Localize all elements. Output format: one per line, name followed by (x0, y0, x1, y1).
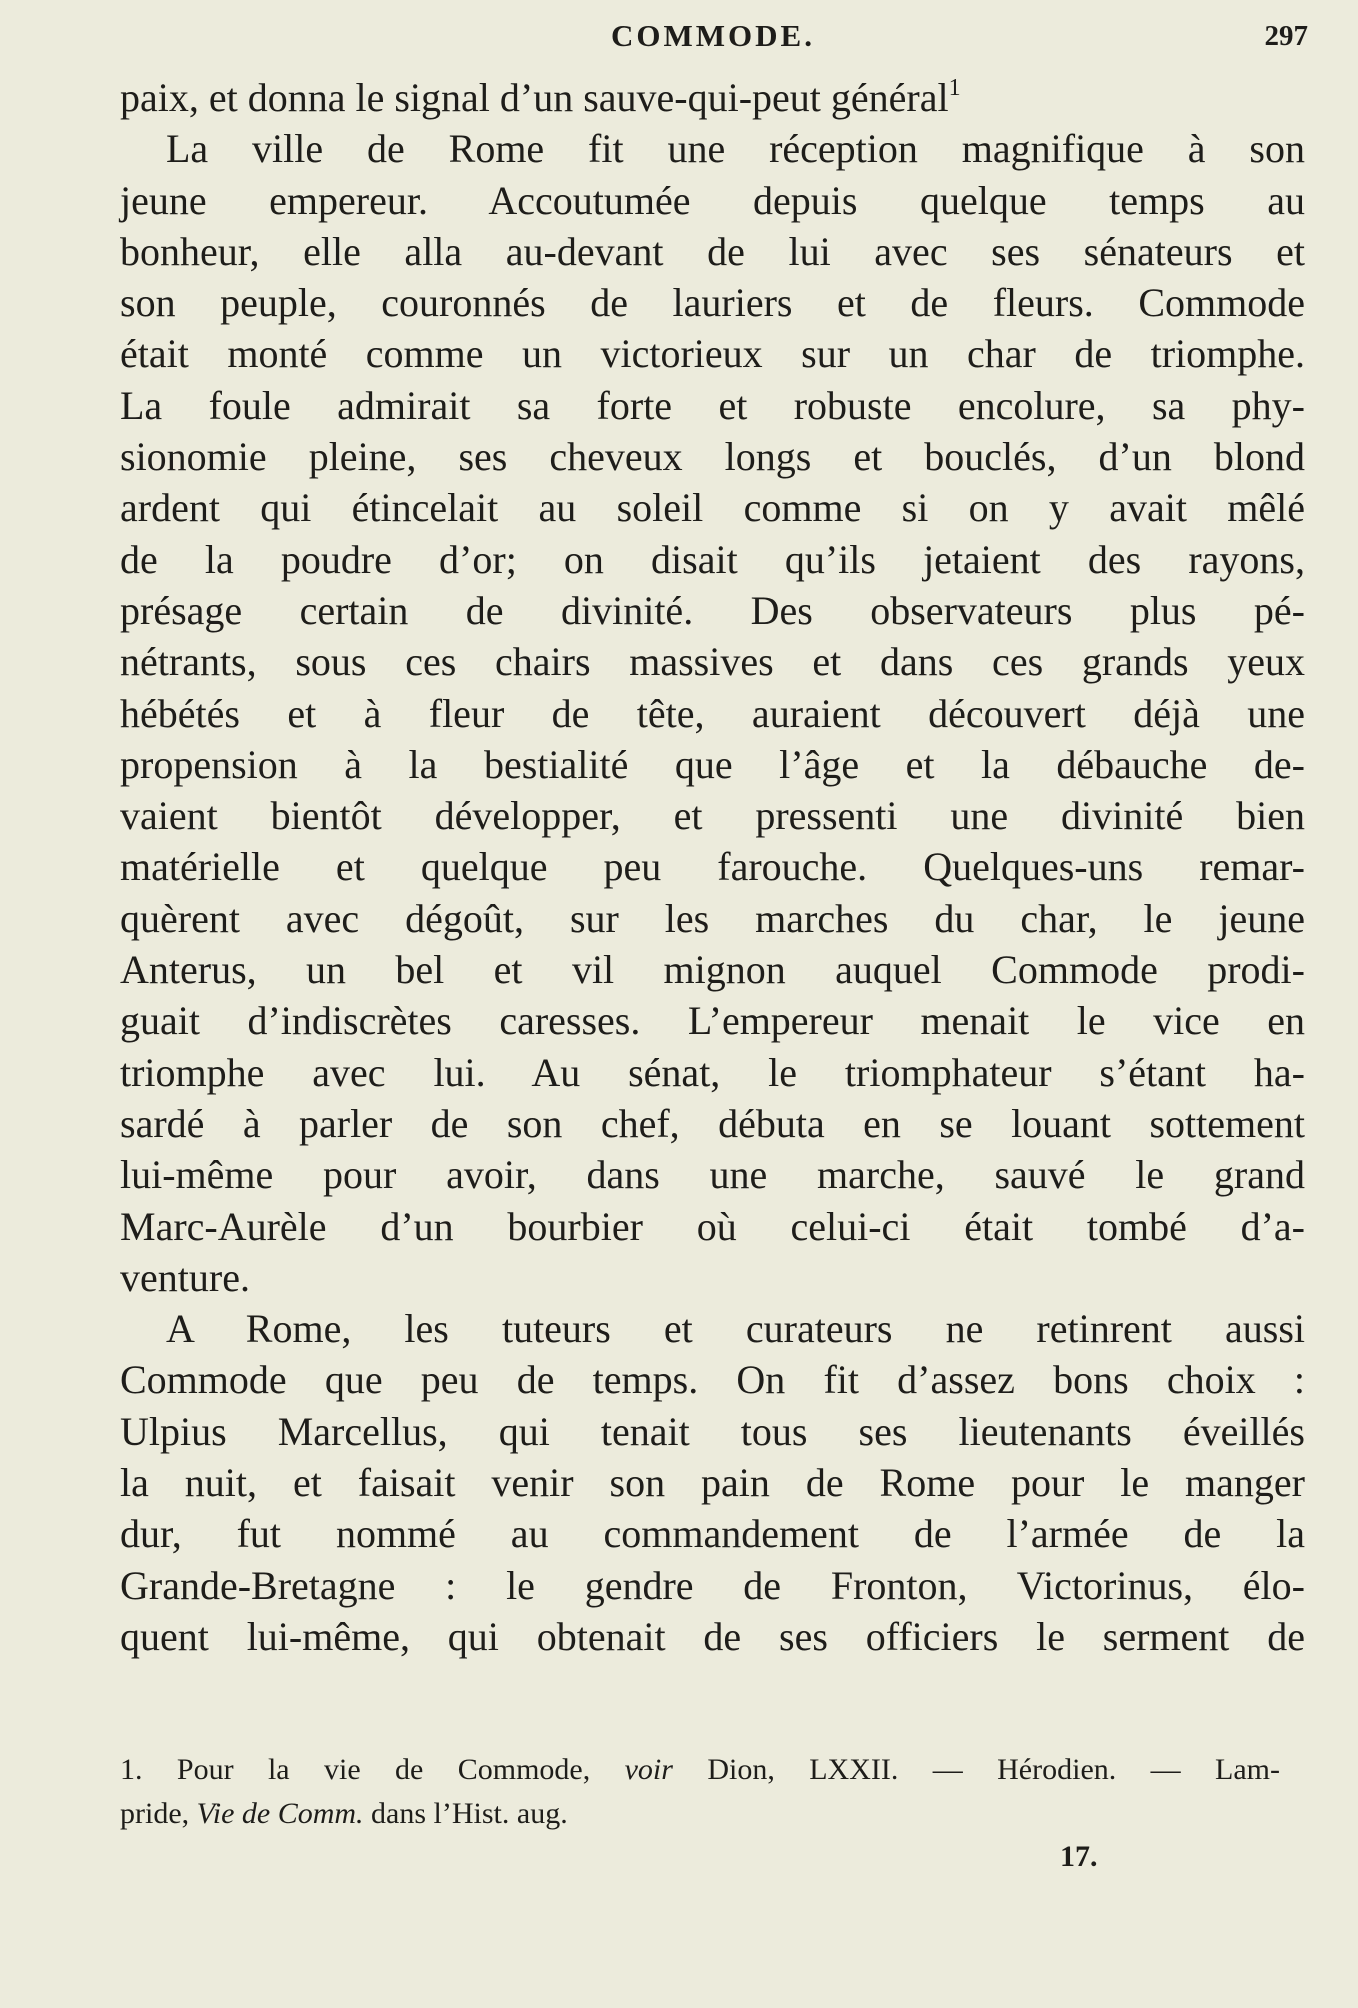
text-line-content: Marc-Aurèle d’un bourbier où celui-ci était tombé d’a- (120, 1203, 1305, 1249)
footnote-line (120, 1792, 1280, 1836)
running-title: COMMODE. (611, 18, 815, 53)
text-line-content: présage certain de divinité. Des observateurs plus pé- (120, 587, 1305, 633)
text-line-content: hébétés et à fleur de tête, auraient découvert déjà une (120, 690, 1305, 736)
text-line (120, 1406, 1305, 1457)
text-line-content: Grande-Bretagne : le gendre de Fronton, Victorinus, élo- (120, 1562, 1305, 1608)
text-line-content: nétrants, sous ces chairs massives et dans ces grands yeux (120, 639, 1305, 685)
text-line (120, 893, 1305, 944)
text-line-content: son peuple, couronnés de lauriers et de fleurs. Commode (120, 280, 1305, 326)
text-line-content: propension à la bestialité que l’âge et la débauche de- (120, 741, 1305, 787)
text-line (120, 841, 1305, 892)
text-line-content: quèrent avec dégoût, sur les marches du char, le jeune (120, 895, 1305, 941)
footnote-reference: 1 (948, 75, 961, 101)
text-line (120, 995, 1305, 1046)
text-line-content: ardent qui étincelait au soleil comme si on y avait mêlé (120, 485, 1305, 531)
text-line (120, 1611, 1305, 1662)
text-line (120, 380, 1305, 431)
text-line (120, 585, 1305, 636)
text-line (120, 1354, 1305, 1405)
footnote-text: Pour la vie de Commode, (142, 1753, 625, 1786)
text-line (120, 534, 1305, 585)
body-text (120, 72, 1305, 1662)
text-line-content: La foule admirait sa forte et robuste encolure, sa phy- (120, 382, 1305, 428)
text-line (120, 688, 1305, 739)
footnote-text: . — Hérodien. — Lam- (890, 1753, 1280, 1786)
text-line-content: la nuit, et faisait venir son pain de Rome pour le manger (120, 1460, 1305, 1506)
text-line-content: bonheur, elle alla au-devant de lui avec ses sénateurs et (120, 228, 1305, 274)
text-line-content: sardé à parler de son chef, débuta en se louant sottement (120, 1100, 1305, 1146)
page-number: 297 (1264, 20, 1308, 52)
text-line (120, 1098, 1305, 1149)
text-line (120, 175, 1305, 226)
text-line-content: sionomie pleine, ses cheveux longs et bouclés, d’un blond (120, 434, 1305, 480)
text-line (120, 1149, 1305, 1200)
text-line (120, 636, 1305, 687)
text-line-content: lui-même pour avoir, dans une marche, sauvé le grand (120, 1152, 1305, 1198)
text-line (120, 739, 1305, 790)
text-line-content: Ulpius Marcellus, qui tenait tous ses lieutenants éveillés (120, 1408, 1305, 1454)
text-line (120, 1201, 1305, 1252)
text-line-content: Commode que peu de temps. On fit d’assez bons choix : (120, 1357, 1305, 1403)
text-line-content: guait d’indiscrètes caresses. L’empereur menait le vice en (120, 998, 1305, 1044)
text-line-content: paix, et donna le signal d’un sauve-qui-peut général (120, 75, 949, 120)
text-line-content: jeune empereur. Accoutumée depuis quelque temps au (120, 177, 1305, 223)
footnote-text: Dion, (672, 1753, 810, 1786)
text-line-content: matérielle et quelque peu farouche. Quelques-uns remar- (120, 844, 1305, 890)
footnote-line (120, 1748, 1280, 1792)
text-line (120, 790, 1305, 841)
text-line (120, 1047, 1305, 1098)
footnote-text: pride, (120, 1797, 197, 1830)
text-line-content: La ville de Rome fit une réception magnifique à son (166, 126, 1305, 172)
text-line (120, 1508, 1305, 1559)
text-line-content: de la poudre d’or; on disait qu’ils jetaient des rayons, (120, 536, 1305, 582)
footnote-roman-numeral: LXXII (809, 1753, 891, 1786)
text-line-content: quent lui-même, qui obtenait de ses officiers le serment de (120, 1613, 1305, 1659)
text-line (120, 944, 1305, 995)
text-line (120, 1560, 1305, 1611)
footnote-italic: Vie de Comm. (196, 1797, 364, 1830)
text-line-content: Anterus, un bel et vil mignon auquel Commode prodi- (120, 947, 1305, 993)
text-line-content: triomphe avec lui. Au sénat, le triomphateur s’étant ha- (120, 1049, 1305, 1095)
text-line (120, 277, 1305, 328)
text-line-content: A Rome, les tuteurs et curateurs ne retinrent aussi (166, 1306, 1305, 1352)
text-line (120, 431, 1305, 482)
footnote (120, 1748, 1280, 1836)
text-line (120, 482, 1305, 533)
footnote-italic: voir (624, 1753, 673, 1786)
text-line (120, 1457, 1305, 1508)
footnote-number: 1. (120, 1753, 143, 1786)
signature-mark: 17. (1060, 1840, 1098, 1873)
text-line (120, 328, 1305, 379)
text-line-content: vaient bientôt développer, et pressenti une divinité bien (120, 793, 1305, 839)
text-line-content: venture. (120, 1254, 250, 1300)
running-head (118, 18, 1308, 58)
text-line-content: était monté comme un victorieux sur un char de triomphe. (120, 331, 1305, 377)
text-line-content: dur, fut nommé au commandement de l’armée de la (120, 1511, 1305, 1557)
text-line (120, 72, 1305, 123)
text-line (120, 123, 1305, 174)
text-line (120, 1252, 1305, 1303)
text-line (120, 226, 1305, 277)
footnote-text: dans l’Hist. aug. (363, 1797, 568, 1830)
text-line (120, 1303, 1305, 1354)
